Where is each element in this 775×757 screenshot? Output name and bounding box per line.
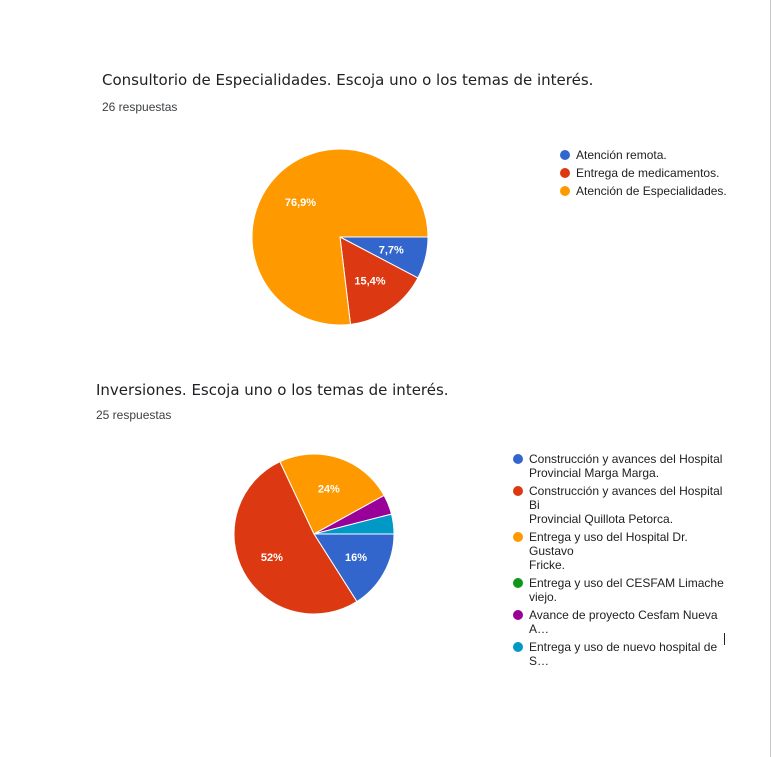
legend-swatch-icon [513,532,523,542]
slice-data-label: 52% [260,552,283,565]
slice-data-label: 76,9% [284,196,317,209]
legend-item[interactable] [513,530,728,572]
chart-legend [513,452,728,672]
legend-swatch-icon [513,610,523,620]
legend-label: Entrega y uso del CESFAM Limache viejo. [529,576,724,604]
legend-item[interactable] [513,452,728,480]
legend-item[interactable] [513,640,728,668]
legend-item[interactable] [513,484,728,526]
legend-item[interactable] [513,608,728,636]
legend-label: Atención remota. [576,148,667,162]
legend-item[interactable] [513,576,728,604]
legend-label: Entrega y uso de nuevo hospital de S… [529,640,718,668]
text-cursor [724,633,725,645]
slice-data-label: 15,4% [354,275,386,288]
response-count: 26 respuestas [102,100,178,114]
slice-data-label: 16% [345,552,368,565]
legend-swatch-icon [513,454,523,464]
response-count: 25 respuestas [96,408,172,422]
legend-label: Entrega de medicamentos. [576,166,720,180]
legend-label: Construcción y avances del Hospital Bi Provincial Quillota Petorca. [529,484,723,526]
legend-swatch-icon [513,486,523,496]
slice-data-label: 7,7% [378,244,404,257]
legend-label: Entrega y uso del Hospital Dr. Gustavo Fricke. [529,530,688,572]
legend-label: Avance de proyecto Cesfam Nueva A… [529,608,718,636]
chart-title: Inversiones. Escoja uno o los temas de interés. [96,381,449,399]
legend-swatch-icon [513,578,523,588]
chart-title: Consultorio de Especialidades. Escoja uno o los temas de interés. [102,71,594,89]
legend-label: Construcción y avances del Hospital Provincial Marga Marga. [529,452,723,480]
legend-label: Atención de Especialidades. [576,184,727,198]
slice-data-label: 24% [317,483,340,496]
legend-swatch-icon [513,642,523,652]
